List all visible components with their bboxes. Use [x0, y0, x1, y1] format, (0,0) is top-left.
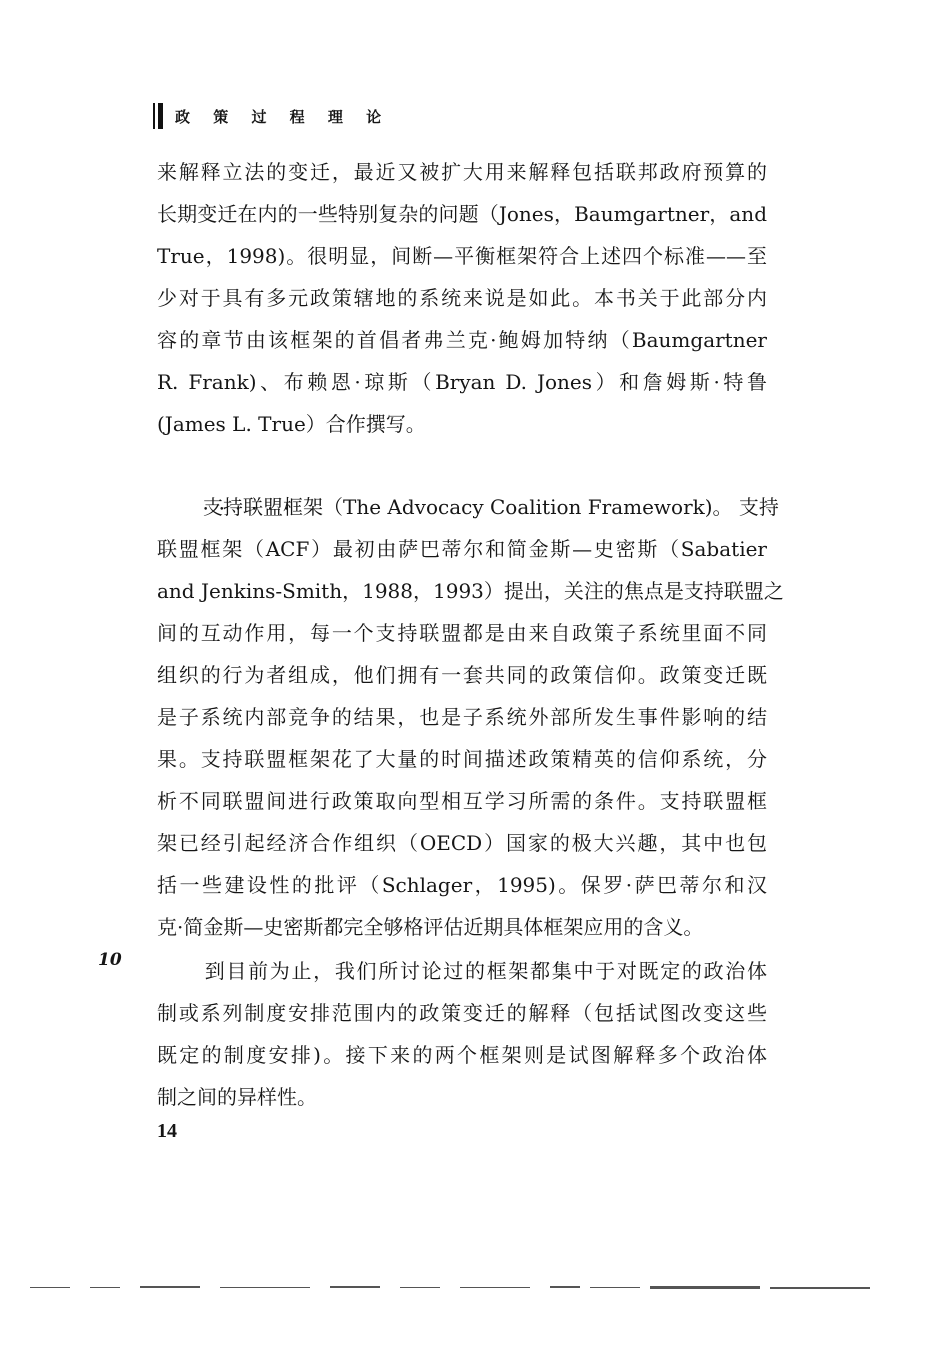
text-line — [157, 950, 767, 992]
text-line: (James L. True）合作撰写。 — [157, 412, 426, 436]
text-line: 既定的制度安排)。接下来的两个框架则是试图解释多个政治体 — [157, 1043, 767, 1067]
paragraph-1 — [157, 151, 767, 445]
text-line: 长期变迁在内的一些特别复杂的问题（Jones，Baumgartner，and — [157, 202, 767, 226]
text-line: 括一些建设性的批评（Schlager，1995)。保罗·萨巴蒂尔和汉 — [157, 873, 767, 897]
header-bar-thin — [153, 103, 155, 129]
text-line: 间的互动作用，每一个支持联盟都是由来自政策子系统里面不同 — [157, 621, 767, 645]
text-line: and Jenkins-Smith，1988，1993）提出，关注的焦点是支持联盟之 — [157, 579, 784, 603]
text-line: 联盟框架（ACF）最初由萨巴蒂尔和简金斯—史密斯（Sabatier — [157, 537, 767, 561]
text-line: 制之间的异样性。 — [157, 1085, 317, 1109]
text-line: 析不同联盟间进行政策取向型相互学习所需的条件。支持联盟框 — [157, 789, 767, 813]
text-line: 果。支持联盟框架花了大量的时间描述政策精英的信仰系统，分 — [157, 747, 767, 771]
text-line: 是子系统内部竞争的结果，也是子系统外部所发生事件影响的结 — [157, 705, 767, 729]
emphasized-term: 支持联盟框架 • • • — [203, 495, 323, 519]
scan-artifact-line — [30, 1282, 870, 1294]
text-line: 少对于具有多元政策辖地的系统来说是如此。本书关于此部分内 — [157, 286, 767, 310]
text-line-rest: 到目前为止，我们所讨论过的框架都集中于对既定的政治体 — [203, 959, 767, 983]
text-line — [157, 486, 779, 528]
header-bar-thick — [158, 103, 163, 129]
text-line: R. Frank)、布赖恩·琼斯（Bryan D. Jones）和詹姆斯·特鲁 — [157, 370, 767, 394]
text-line: 制或系列制度安排范围内的政策变迁的解释（包括试图改变这些 — [157, 1001, 767, 1025]
paragraph-3 — [157, 950, 767, 1118]
text-line-rest: （The Advocacy Coalition Framework)。 支持 — [323, 495, 779, 519]
page-number: 14 — [157, 1120, 177, 1142]
header-title: 政 策 过 程 理 论 — [175, 107, 391, 126]
text-line: True，1998)。很明显，间断—平衡框架符合上述四个标准——至 — [157, 244, 767, 268]
running-header — [153, 102, 390, 130]
text-line: 容的章节由该框架的首倡者弗兰克·鲍姆加特纳（Baumgartner — [157, 328, 767, 352]
text-line: 架已经引起经济合作组织（OECD）国家的极大兴趣，其中也包 — [157, 831, 767, 855]
text-line: 组织的行为者组成，他们拥有一套共同的政策信仰。政策变迁既 — [157, 663, 767, 687]
paragraph-2 — [157, 486, 784, 948]
text-line: 克·简金斯—史密斯都完全够格评估近期具体框架应用的含义。 — [157, 915, 704, 939]
margin-page-reference: 10 — [98, 950, 122, 970]
text-line: 来解释立法的变迁，最近又被扩大用来解释包括联邦政府预算的 — [157, 160, 767, 184]
